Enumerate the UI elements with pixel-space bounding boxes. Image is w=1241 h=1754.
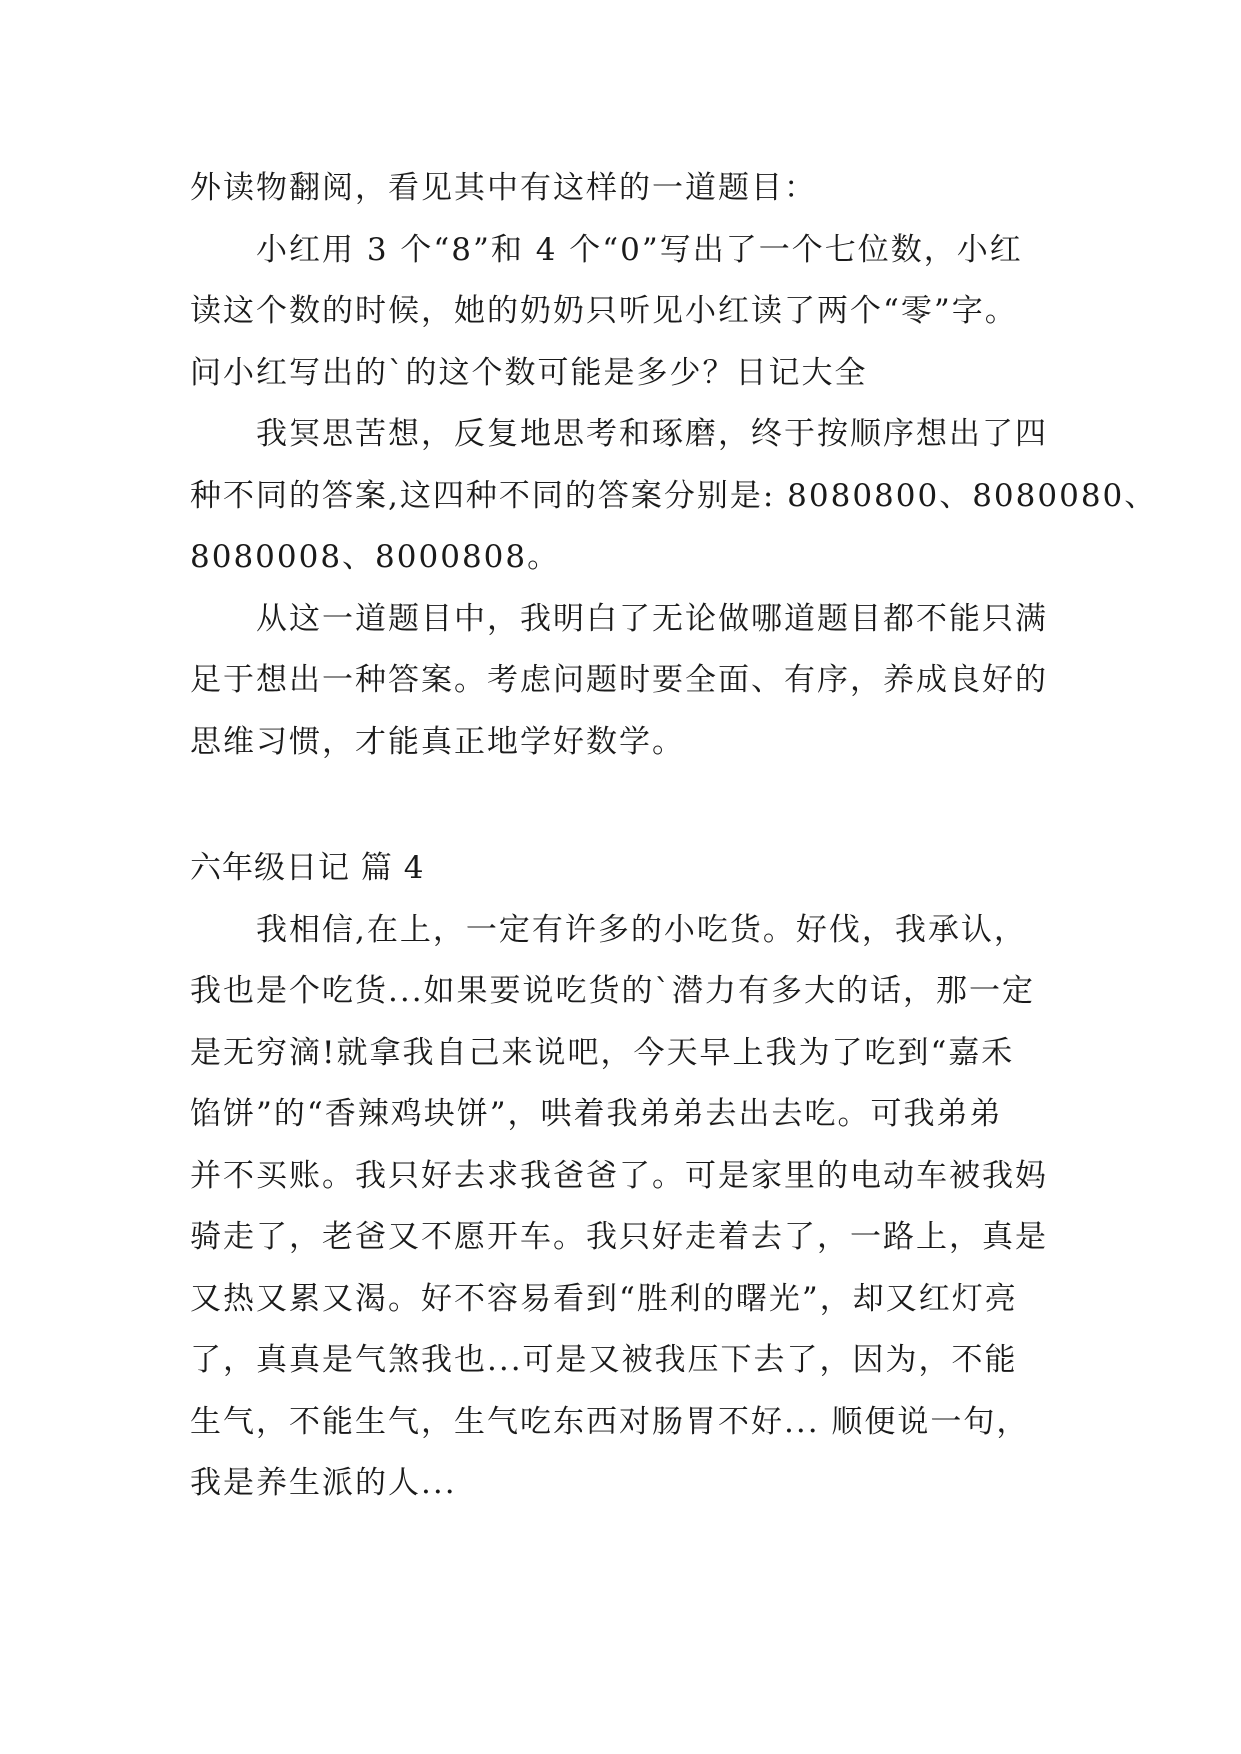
paragraph-line: 了，真真是气煞我也...可是又被我压下去了，因为，不能 — [190, 1342, 1018, 1378]
paragraph-line: 读这个数的时候，她的奶奶只听见小红读了两个“零”字。 — [190, 293, 1018, 329]
paragraph-line: 我是养生派的人... — [190, 1465, 457, 1501]
paragraph-line: 外读物翻阅，看见其中有这样的一道题目： — [190, 170, 817, 206]
paragraph-line: 8080008、8000808。 — [190, 539, 561, 575]
section-heading: 六年级日记 篇 4 — [190, 850, 425, 886]
paragraph-line: 种不同的答案,这四种不同的答案分别是: 8080800、8080080、 — [190, 477, 1158, 514]
paragraph-line: 是无穷滴!就拿我自己来说吧，今天早上我为了吃到“嘉禾 — [190, 1034, 1015, 1071]
paragraph-line: 我相信,在上，一定有许多的小吃货。好伐，我承认， — [256, 911, 1027, 948]
paragraph-line: 问小红写出的`的这个数可能是多少？日记大全 — [190, 354, 868, 391]
paragraph-line: 我也是个吃货...如果要说吃货的`潜力有多大的话，那一定 — [190, 973, 1036, 1009]
paragraph-line: 足于想出一种答案。考虑问题时要全面、有序，养成良好的 — [190, 662, 1048, 698]
paragraph-line: 小红用 3 个“8”和 4 个“0”写出了一个七位数，小红 — [256, 231, 1023, 268]
paragraph-line: 思维习惯，才能真正地学好数学。 — [190, 723, 685, 760]
document-body — [190, 158, 1158, 1515]
paragraph-line: 我冥思苦想，反复地思考和琢磨，终于按顺序想出了四 — [256, 416, 1048, 452]
paragraph-line: 并不买账。我只好去求我爸爸了。可是家里的电动车被我妈 — [190, 1157, 1048, 1194]
section-spacer — [190, 773, 1060, 838]
paragraph-line: 又热又累又渴。好不容易看到“胜利的曙光”，却又红灯亮 — [190, 1280, 1018, 1317]
paragraph-line: 从这一道题目中，我明白了无论做哪道题目都不能只满 — [256, 600, 1048, 637]
paragraph-line: 骑走了，老爸又不愿开车。我只好走着去了，一路上，真是 — [190, 1219, 1048, 1255]
paragraph-line: 馅饼”的“香辣鸡块饼”，哄着我弟弟去出去吃。可我弟弟 — [190, 1096, 1003, 1132]
paragraph-line: 生气，不能生气，生气吃东西对肠胃不好... 顺便说一句， — [190, 1403, 1030, 1440]
